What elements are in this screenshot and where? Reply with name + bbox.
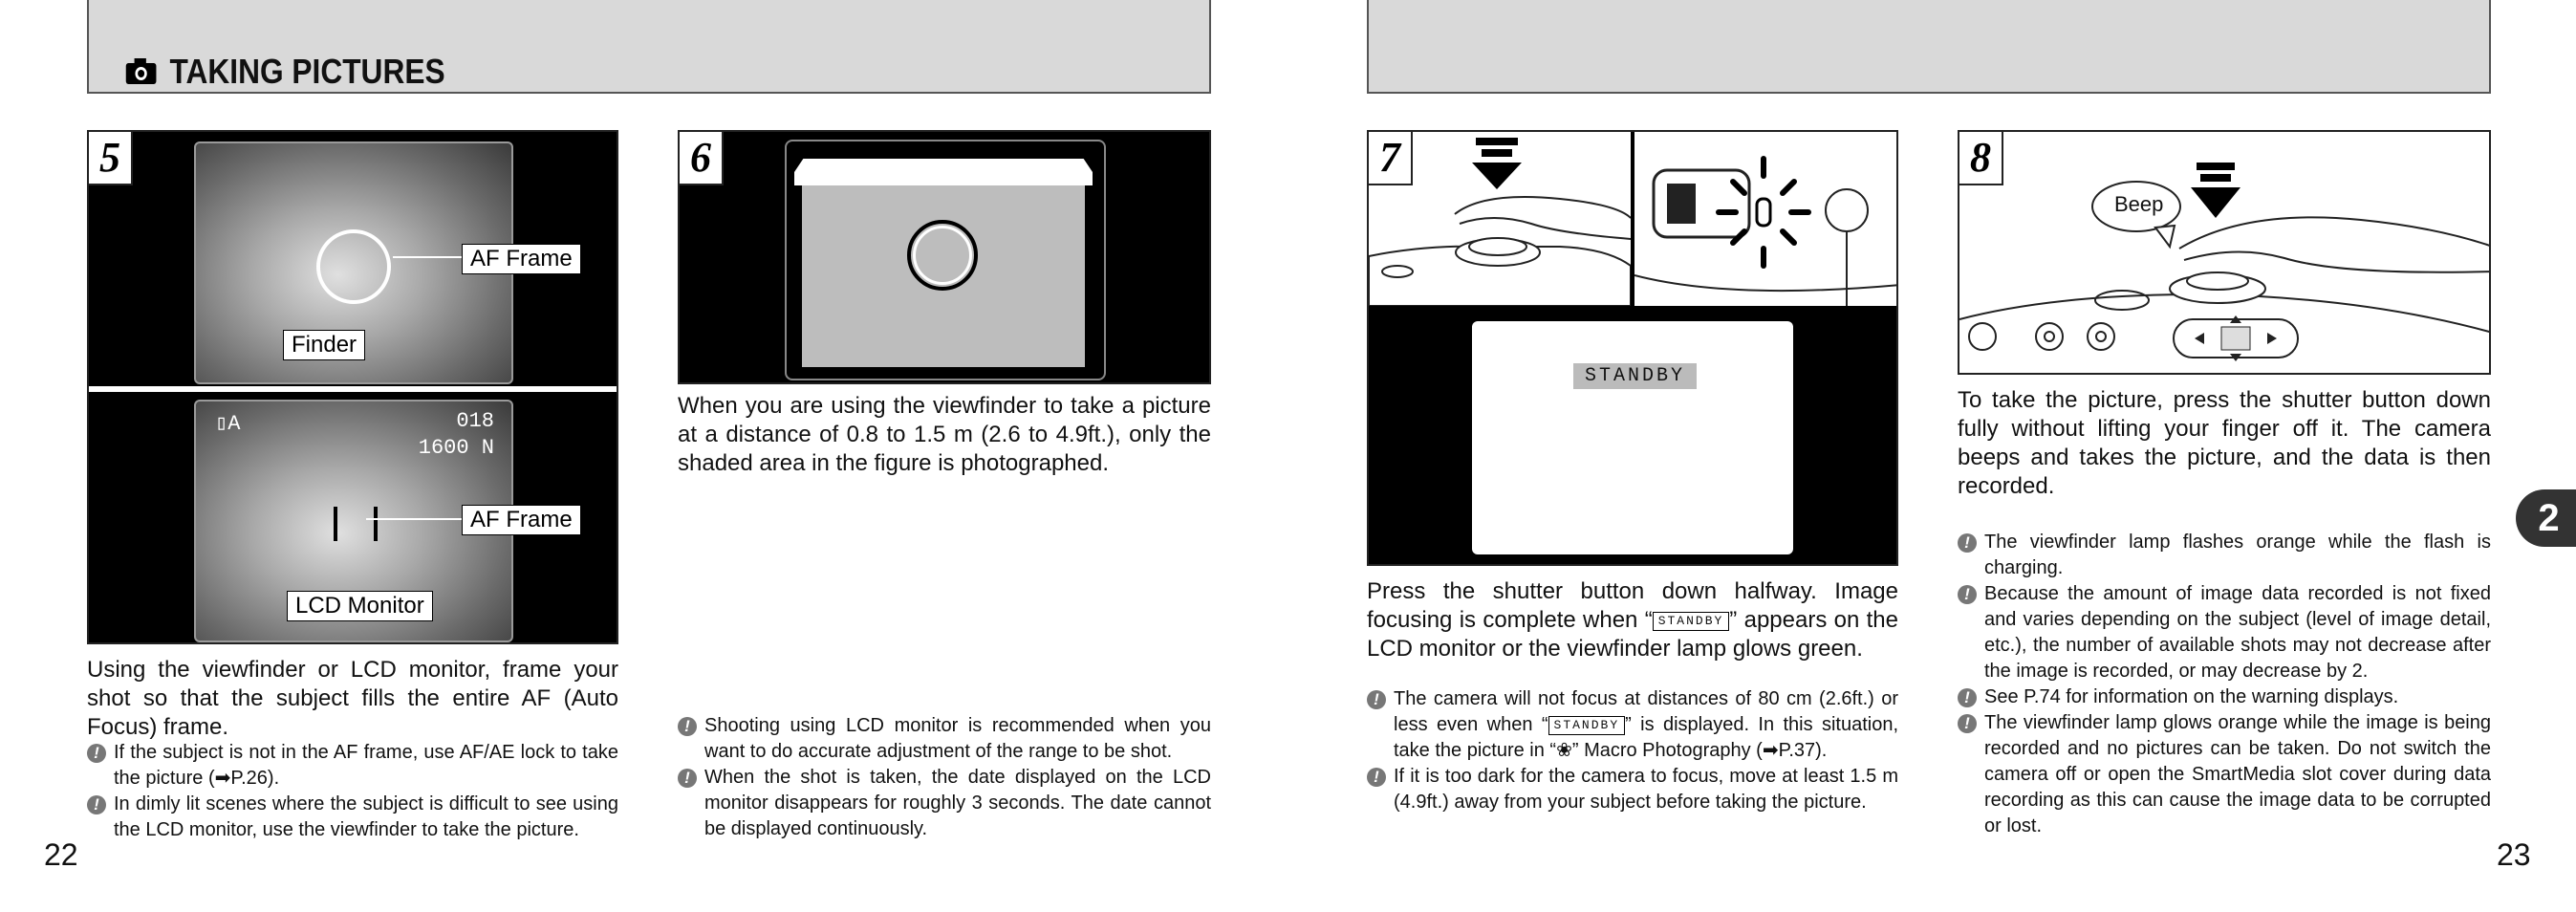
lcd-quality: 1600 N xyxy=(418,436,494,460)
step6-note-2: ! When the shot is taken, the date displayed on the LCD monitor disappears for roughly 3 seconds. The date cannot be displayed continuously. xyxy=(678,765,1211,842)
step8-note-3: ! See P.74 for information on the warning displays. xyxy=(1958,684,2491,710)
lcd-monitor-label: LCD Monitor xyxy=(287,591,433,621)
page-title xyxy=(124,52,445,92)
finder-label: Finder xyxy=(283,330,365,360)
caution-icon: ! xyxy=(1367,768,1386,787)
page-number-left: 22 xyxy=(44,837,78,872)
lcd-shots-remaining: 018 xyxy=(456,409,494,433)
step8-body: To take the picture, press the shutter button down fully without lifting your finger off it. The camera beeps and takes the picture, and the data is then recorded. xyxy=(1958,387,2491,499)
chapter-tab: 2 xyxy=(2516,489,2576,547)
page-number-right: 23 xyxy=(2497,837,2531,872)
step6-note-1: ! Shooting using LCD monitor is recommended when you want to do accurate adjustment of the range to be shot. xyxy=(678,713,1211,765)
caution-icon: ! xyxy=(678,769,697,788)
caution-icon: ! xyxy=(87,795,106,814)
full-press-illustration xyxy=(1959,132,2491,375)
figure-divider xyxy=(89,386,618,392)
caution-icon: ! xyxy=(1958,533,1977,553)
lcd-screen-standby xyxy=(1472,321,1793,554)
step7-number: 7 xyxy=(1369,132,1413,185)
af-frame-top-label: AF Frame xyxy=(462,244,581,274)
standby-indicator: STANDBY xyxy=(1573,363,1697,389)
beep-label: Beep xyxy=(2114,192,2164,216)
step7-body: Press the shutter button down halfway. Image focusing is complete when “ STANDBY ” appears on the LCD monitor or the viewfinder lamp glows green. xyxy=(1367,578,1898,662)
right-header-bar xyxy=(1367,0,2491,94)
af-frame-circle xyxy=(316,229,391,304)
step7-figure xyxy=(1367,130,1898,566)
caution-icon: ! xyxy=(87,744,106,763)
step5-number: 5 xyxy=(89,132,133,185)
step7-note-1: ! The camera will not focus at distances of 80 cm (2.6ft.) or less even when “ STANDBY ” is displayed. In this situation, take the picture in “❀” Macro Photography (➡P.37). xyxy=(1367,686,1898,764)
caution-icon: ! xyxy=(1367,690,1386,709)
camera-icon xyxy=(124,57,158,86)
step8-note-2: ! Because the amount of image data recorded is not fixed and varies depending on the subject (level of image detail, etc.), the number of available shots may not decrease after the image is recorded, or may decrease by 2. xyxy=(1958,581,2491,684)
af-frame-bottom-label: AF Frame xyxy=(462,505,581,535)
step5-notes xyxy=(87,740,618,843)
af-frame-top-leader xyxy=(393,256,469,258)
caution-icon: ! xyxy=(678,717,697,736)
standby-chip-note: STANDBY xyxy=(1548,716,1626,735)
caution-icon: ! xyxy=(1958,585,1977,604)
step8-notes xyxy=(1958,530,2491,839)
lcd-mode-indicator: ▯A xyxy=(215,412,241,436)
step5-figure xyxy=(87,130,618,644)
page-title-text: TAKING PICTURES xyxy=(169,52,445,91)
step7-notes xyxy=(1367,686,1898,815)
shaded-area xyxy=(794,159,1093,185)
af-frame-circle-step6 xyxy=(907,220,978,291)
step8-note-1: ! The viewfinder lamp flashes orange while the flash is charging. xyxy=(1958,530,2491,581)
step6-number: 6 xyxy=(680,132,724,185)
step7-note-2: ! If it is too dark for the camera to focus, move at least 1.5 m (4.9ft.) away from your subject before taking the picture. xyxy=(1367,764,1898,815)
standby-chip: STANDBY xyxy=(1653,612,1730,631)
caution-icon: ! xyxy=(1958,688,1977,707)
af-frame-brackets xyxy=(334,507,378,541)
step5-note-1: ! If the subject is not in the AF frame, use AF/AE lock to take the picture (➡P.26). xyxy=(87,740,618,792)
step6-figure xyxy=(678,130,1211,384)
caution-icon: ! xyxy=(1958,714,1977,733)
step8-figure xyxy=(1958,130,2491,375)
step5-body: Using the viewfinder or LCD monitor, frame your shot so that the subject fills the entire AF (Auto Focus) frame. xyxy=(87,657,618,740)
step6-notes xyxy=(678,713,1211,842)
step5-note-2: ! In dimly lit scenes where the subject is difficult to see using the LCD monitor, use the viewfinder to take the picture. xyxy=(87,792,618,843)
af-frame-bottom-leader xyxy=(366,518,462,520)
step6-body: When you are using the viewfinder to take a picture at a distance of 0.8 to 1.5 m (2.6 to 4.9ft.), only the shaded area in the figure is photographed. xyxy=(678,393,1211,476)
step8-note-4: ! The viewfinder lamp glows orange while the image is being recorded and no pictures can be taken. Do not switch the camera off or open the SmartMedia slot cover during data recording as this can cause the image data to be corrupted or lost. xyxy=(1958,710,2491,839)
viewfinder-lamp-illustration xyxy=(1634,132,1898,306)
step8-number: 8 xyxy=(1959,132,2003,185)
